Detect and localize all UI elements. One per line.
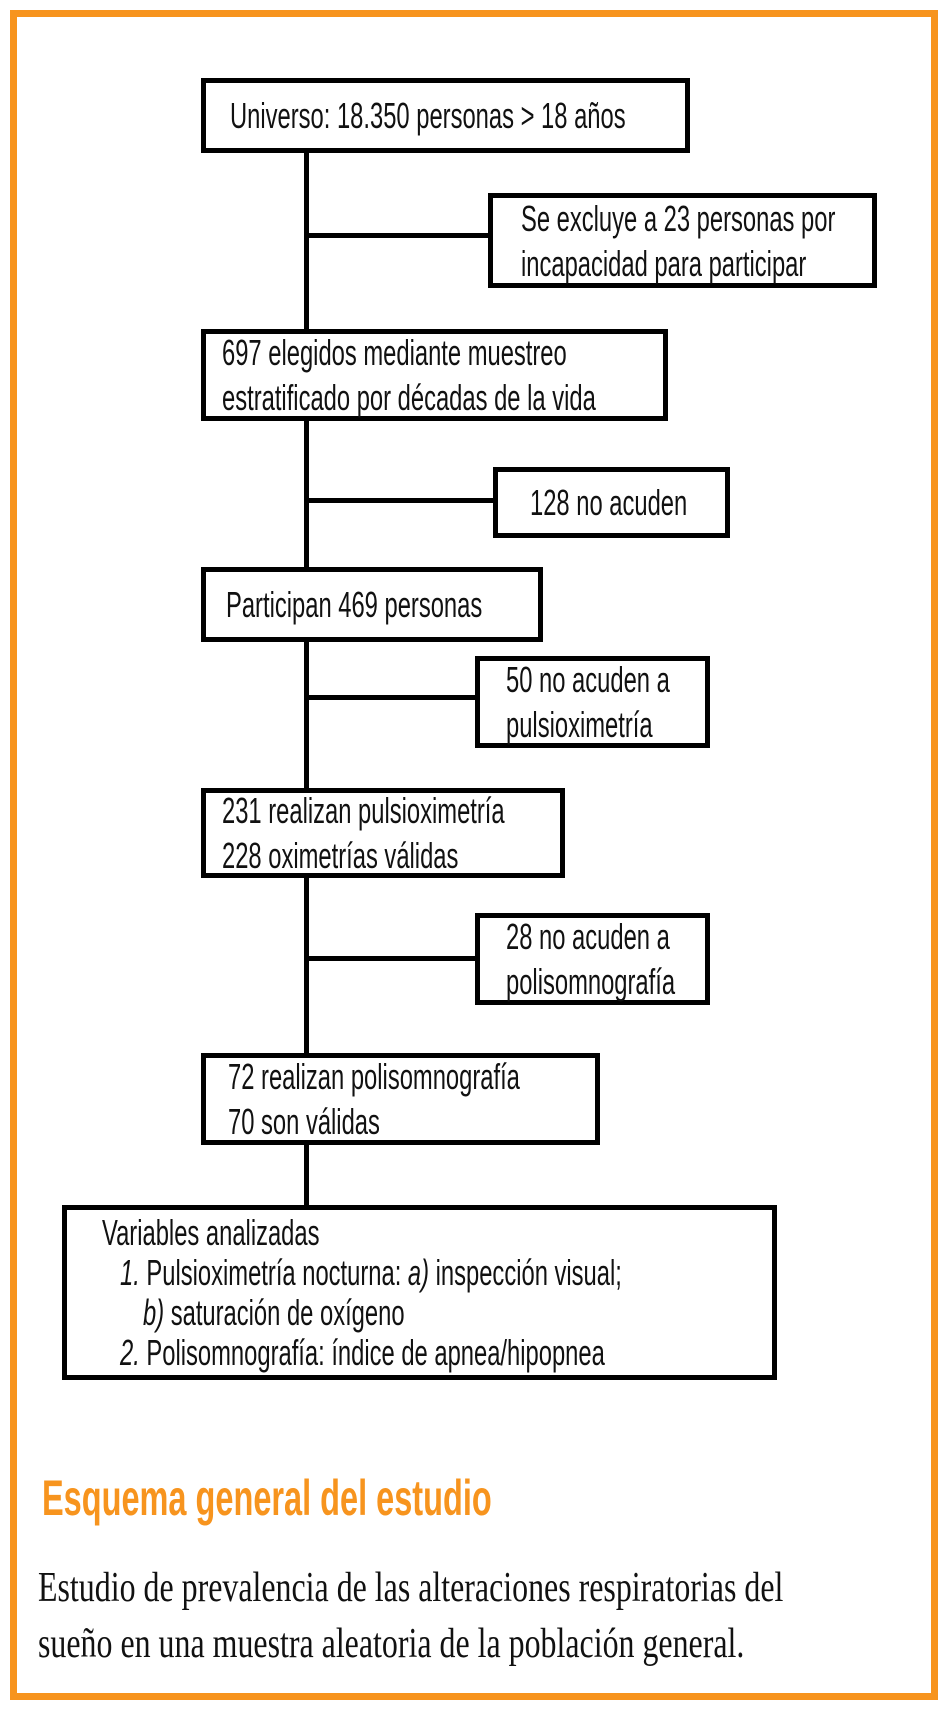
item-2-number: 2. <box>120 1331 140 1373</box>
figure-caption <box>38 1560 949 1672</box>
connector-branch-no-show-1 <box>304 498 493 503</box>
item-1-marker-a: a) <box>407 1251 430 1293</box>
box-oximetry-line: 228 oximetrías válidas <box>222 835 459 876</box>
box-participants <box>201 567 543 642</box>
connector-branch-excluded <box>304 233 488 238</box>
item-2-text: Polisomnografía: índice de apnea/hipopnea <box>139 1331 605 1373</box>
connector-branch-no-show-3 <box>304 956 475 961</box>
box-participants-line: Participan 469 personas <box>226 584 483 625</box>
connector-spine-segment-4 <box>304 878 309 1053</box>
box-variables-analyzed <box>62 1205 777 1380</box>
box-selected-sample <box>201 329 668 421</box>
connector-branch-no-show-2 <box>304 695 475 700</box>
item-1-number: 1. <box>120 1251 140 1293</box>
box-oximetry-line: 231 realizan pulsioximetría <box>222 790 505 831</box>
box-universe <box>201 78 690 153</box>
box-polysomnography-line: 72 realizan polisomnografía <box>228 1056 520 1097</box>
box-polysomnography <box>201 1053 600 1145</box>
box-excluded-line: incapacidad para participar <box>521 242 807 284</box>
connector-spine-segment-3 <box>304 642 309 788</box>
item-1-text-b: saturación de oxígeno <box>164 1291 405 1333</box>
figure-caption-line-2: sueño en una muestra aleatoria de la población general. <box>38 1621 745 1667</box>
variables-item-1b-line <box>67 1293 772 1333</box>
box-selected-line: 697 elegidos mediante muestreo <box>222 332 567 373</box>
box-excluded <box>488 193 877 288</box>
item-1-text-a: inspección visual; <box>429 1251 622 1293</box>
box-no-show-oximetry-line: pulsioximetría <box>506 704 653 745</box>
box-no-show-polysomnography-line: polisomnografía <box>506 961 676 1002</box>
item-1-marker-b: b) <box>143 1291 165 1333</box>
connector-spine-segment-2 <box>304 421 309 567</box>
variables-title-line: Variables analizadas <box>102 1211 320 1253</box>
box-no-show-1 <box>493 467 730 538</box>
connector-spine-segment-1 <box>304 153 309 329</box>
box-no-show-polysomnography <box>475 913 710 1005</box>
figure-title: Esquema general del estudio <box>42 1470 492 1526</box>
box-excluded-line: Se excluye a 23 personas por <box>521 197 836 239</box>
variables-item-2-line <box>67 1333 772 1373</box>
figure-caption-line-1: Estudio de prevalencia de las alteraciones respiratorias del <box>38 1565 784 1611</box>
box-polysomnography-line: 70 son válidas <box>228 1101 380 1142</box>
item-1-text: Pulsioximetría nocturna: <box>139 1251 408 1293</box>
box-no-show-1-line: 128 no acuden <box>530 482 688 523</box>
connector-spine-segment-5 <box>304 1145 309 1205</box>
box-no-show-oximetry-line: 50 no acuden a <box>506 659 670 700</box>
box-oximetry <box>201 788 565 878</box>
variables-item-1-line <box>67 1253 772 1293</box>
box-selected-line: estratificado por décadas de la vida <box>222 377 596 418</box>
box-no-show-polysomnography-line: 28 no acuden a <box>506 916 670 957</box>
box-universe-line: Universo: 18.350 personas > 18 años <box>230 95 626 136</box>
box-no-show-oximetry <box>475 656 710 748</box>
